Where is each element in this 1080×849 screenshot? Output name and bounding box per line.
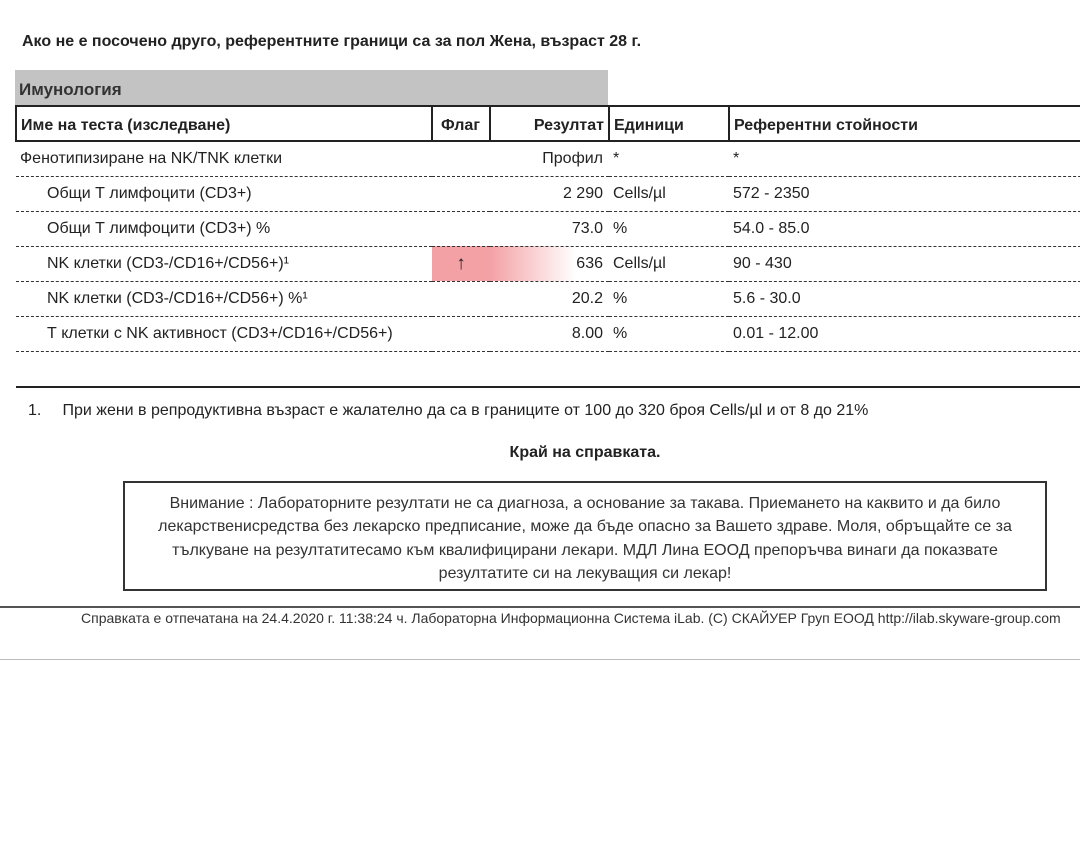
- test-flag: [432, 316, 490, 351]
- table-row: [16, 316, 1080, 351]
- test-name: NK клетки (CD3-/CD16+/CD56+) %¹: [16, 281, 432, 316]
- table-row: [16, 141, 1080, 176]
- test-result: 8.00: [490, 316, 609, 351]
- section-title: Имунология: [15, 70, 608, 105]
- table-row: [16, 211, 1080, 246]
- test-units: %: [609, 211, 729, 246]
- footnote-text: При жени в репродуктивна възраст е жалателно да са в границите от 100 до 320 броя Cells/µl и от 8 до 21%: [62, 402, 869, 419]
- column-header-test: Име на теста (изследване): [16, 106, 432, 141]
- footnote: [28, 402, 868, 420]
- test-name: Т клетки с NK активност (CD3+/CD16+/CD56+): [16, 316, 432, 351]
- test-result: 636: [490, 246, 609, 281]
- arrow-up-icon: ↑: [432, 246, 490, 281]
- test-units: Cells/µl: [609, 246, 729, 281]
- test-name: Общи Т лимфоцити (CD3+) %: [16, 211, 432, 246]
- test-result: 2 290: [490, 176, 609, 211]
- test-units: Cells/µl: [609, 176, 729, 211]
- test-reference: 0.01 - 12.00: [729, 316, 1080, 351]
- table-row-flagged: [16, 246, 1080, 281]
- table-header-row: [16, 106, 1080, 141]
- page-bottom-divider: [0, 659, 1080, 660]
- table-end-divider: [16, 351, 1080, 387]
- table-row: [16, 176, 1080, 211]
- footer-print-info: Справката е отпечатана на 24.4.2020 г. 11:38:24 ч. Лабораторна Информационна Система iLab. (C) СКАЙУЕР Груп ЕООД http://ilab.skyware-group.com: [81, 610, 1061, 626]
- disclaimer-box: Внимание : Лабораторните резултати не са диагноза, а основание за такава. Приемането на каквито и да било лекарственисредства без лекарско предписание, може да бъде опасно за Вашето здраве. Моля, обръщайте се за тълкуване на резултатитесамо към квалифицирани лекари. МДЛ Лина ЕООД препоръчва винаги да показвате резултатите си на лекуващия си лекар!: [123, 481, 1047, 591]
- test-name: Фенотипизиране на NK/TNK клетки: [16, 141, 432, 176]
- footer-divider: [0, 606, 1080, 608]
- end-of-report-label: Край на справката.: [509, 444, 661, 461]
- test-flag: [432, 141, 490, 176]
- test-reference: *: [729, 141, 1080, 176]
- test-reference: 54.0 - 85.0: [729, 211, 1080, 246]
- column-header-reference: Референтни стойности: [729, 106, 1080, 141]
- test-units: %: [609, 316, 729, 351]
- test-flag: [432, 281, 490, 316]
- test-flag: [432, 211, 490, 246]
- test-result: 73.0: [490, 211, 609, 246]
- results-table: [15, 105, 1080, 388]
- reference-note: Ако не е посочено друго, референтните граници са за пол Жена, възраст 28 г.: [22, 33, 642, 50]
- test-name: NK клетки (CD3-/CD16+/CD56+)¹: [16, 246, 432, 281]
- table-row: [16, 281, 1080, 316]
- test-units: %: [609, 281, 729, 316]
- test-result: Профил: [490, 141, 609, 176]
- test-result: 20.2: [490, 281, 609, 316]
- column-header-result: Резултат: [490, 106, 609, 141]
- test-reference: 90 - 430: [729, 246, 1080, 281]
- test-flag: [432, 176, 490, 211]
- test-units: *: [609, 141, 729, 176]
- footnote-number: 1.: [28, 402, 42, 419]
- column-header-flag: Флаг: [432, 106, 490, 141]
- test-reference: 572 - 2350: [729, 176, 1080, 211]
- test-reference: 5.6 - 30.0: [729, 281, 1080, 316]
- column-header-units: Единици: [609, 106, 729, 141]
- test-name: Общи Т лимфоцити (CD3+): [16, 176, 432, 211]
